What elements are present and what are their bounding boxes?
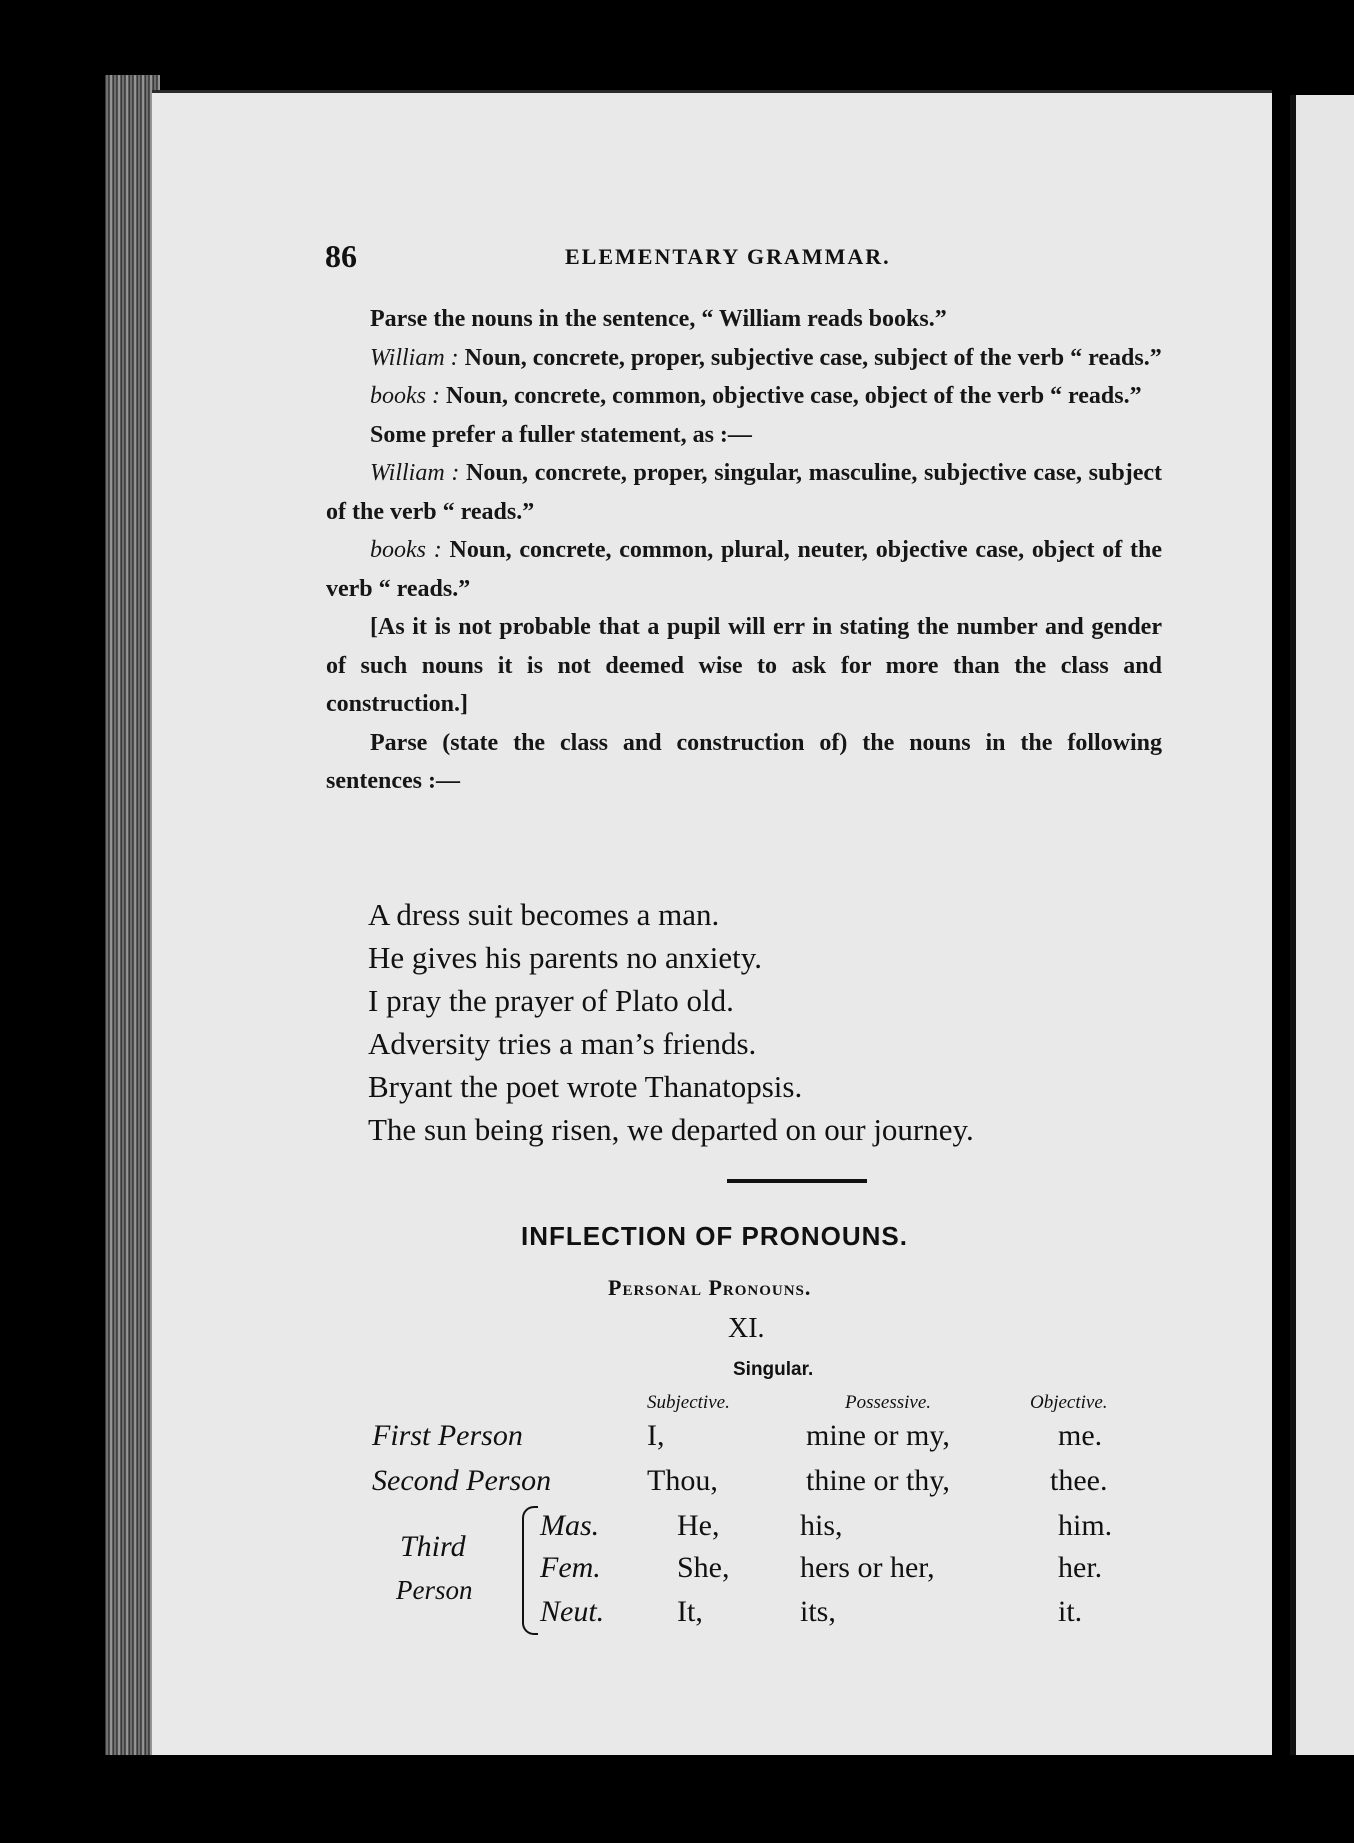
body-text	[326, 300, 1162, 801]
cell-subjective: It,	[677, 1595, 703, 1628]
page-number: 86	[325, 238, 357, 274]
parse-label: William :	[370, 344, 459, 371]
parse-label: books :	[370, 537, 442, 563]
cell-objective: her.	[1058, 1551, 1103, 1584]
row-label-third: Third	[400, 1530, 466, 1563]
row-label-feminine: Fem.	[540, 1551, 601, 1584]
paragraph	[326, 454, 1162, 531]
cell-objective: me.	[1058, 1419, 1103, 1452]
cell-objective: it.	[1058, 1595, 1083, 1628]
parse-text: Noun, concrete, proper, subjective case, subject of the verb “ reads.”	[458, 344, 1162, 371]
example-sentence: Bryant the poet wrote Thanatopsis.	[368, 1069, 803, 1104]
example-sentence: Adversity tries a man’s friends.	[368, 1026, 757, 1061]
column-header-objective: Objective.	[1030, 1392, 1108, 1413]
cell-subjective: She,	[677, 1551, 730, 1584]
example-sentences	[368, 893, 974, 1151]
running-head: ELEMENTARY GRAMMAR.	[565, 244, 891, 269]
example-sentence: The sun being risen, we departed on our journey.	[368, 1112, 974, 1147]
facing-page-edge	[1290, 95, 1354, 1755]
cell-subjective: Thou,	[647, 1464, 718, 1497]
page-top-edge	[152, 90, 1272, 93]
column-header-possessive: Possessive.	[845, 1392, 932, 1413]
cell-possessive: his,	[800, 1509, 843, 1542]
row-label-masculine: Mas.	[540, 1509, 600, 1542]
paragraph-note: [As it is not probable that a pupil will err in stating the number and gender of such nouns it is not deemed wise to ask for more than the class and construction.]	[326, 614, 1162, 717]
paragraph	[326, 531, 1162, 608]
cell-possessive: thine or thy,	[806, 1464, 950, 1497]
parse-text: Noun, concrete, common, plural, neuter, objective case, object of the verb “ reads.”	[326, 537, 1163, 602]
example-sentence: I pray the prayer of Plato old.	[368, 983, 734, 1018]
paragraph: Some prefer a fuller statement, as :—	[370, 421, 752, 448]
cell-objective: him.	[1058, 1509, 1113, 1542]
example-sentence: He gives his parents no anxiety.	[368, 940, 763, 975]
example-sentence: A dress suit becomes a man.	[368, 897, 720, 932]
paragraph	[326, 339, 1162, 378]
paragraph: Parse the nouns in the sentence, “ William reads books.”	[370, 306, 947, 332]
row-label-second-person: Second Person	[372, 1464, 552, 1497]
parse-text: Noun, concrete, proper, singular, masculine, subjective case, subject of the verb “ reads.”	[326, 460, 1163, 525]
parse-label: William :	[370, 460, 460, 486]
number-label: Singular.	[733, 1359, 814, 1380]
cell-subjective: He,	[677, 1509, 720, 1542]
cell-possessive: hers or her,	[800, 1551, 935, 1584]
brace-bracket	[522, 1506, 538, 1635]
parse-text: Noun, concrete, common, objective case, object of the verb “ reads.”	[439, 383, 1142, 409]
paragraph	[326, 377, 1162, 416]
cell-possessive: mine or my,	[806, 1419, 950, 1452]
subsection-title: Personal Pronouns.	[608, 1275, 812, 1300]
paragraph: Parse (state the class and construction of) the nouns in the following sentences :—	[326, 729, 1162, 794]
section-divider	[727, 1179, 867, 1183]
column-header-subjective: Subjective.	[647, 1392, 730, 1413]
row-label-person: Person	[396, 1575, 473, 1605]
section-title: INFLECTION OF PRONOUNS.	[521, 1221, 908, 1251]
cell-possessive: its,	[800, 1595, 836, 1628]
cell-subjective: I,	[647, 1419, 665, 1452]
cell-objective: thee.	[1050, 1464, 1108, 1497]
row-label-first-person: First Person	[372, 1419, 523, 1452]
row-label-neuter: Neut.	[540, 1595, 605, 1628]
parse-label: books :	[370, 383, 440, 409]
section-numeral: XI.	[728, 1313, 765, 1344]
